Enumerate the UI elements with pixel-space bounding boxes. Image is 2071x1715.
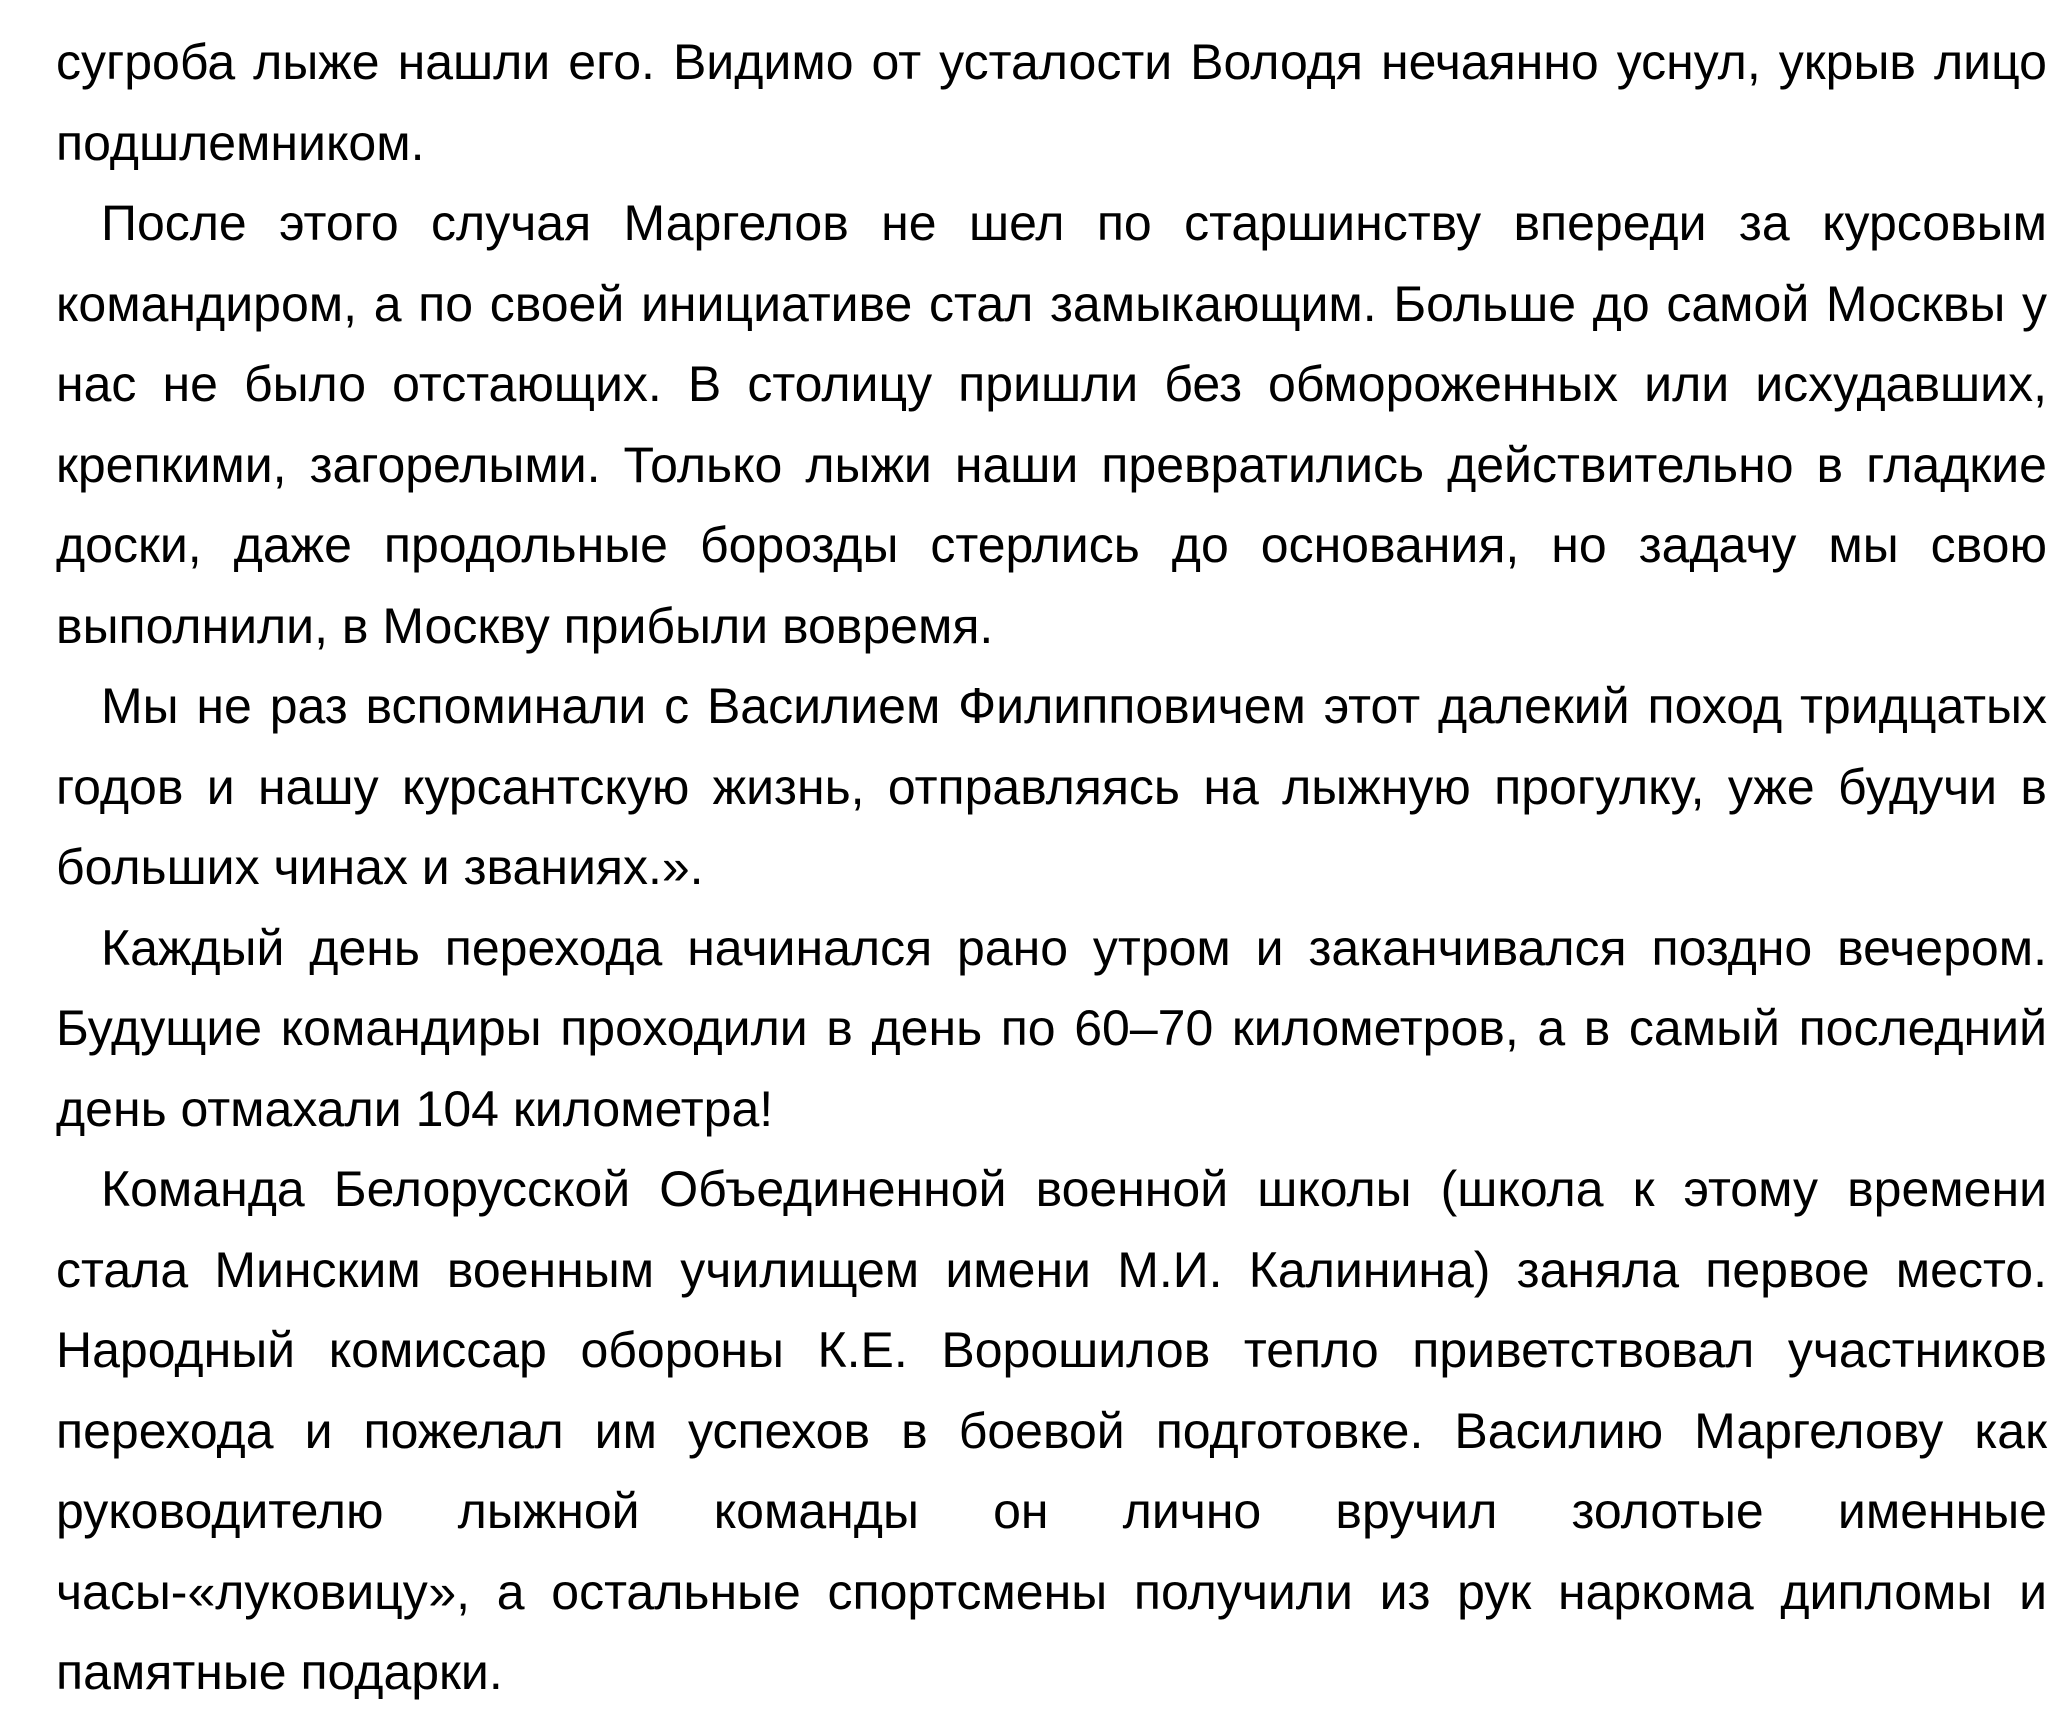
paragraph-team-award: Команда Белорусской Объединенной военной школы (школа к этому времени стала Минским военным училищем имени М.И. Калинина) заняла первое место. Народный комиссар обороны К.Е. Ворошилов тепло приветствовал участников перехода и пожелал им успехов в боевой подготовке. Василию Маргелову как руководителю лыжной команды он лично вручил золотые именные часы-«луковицу», а остальные спортсмены получили из рук наркома дипломы и памятные подарки.	[56, 1161, 2047, 1700]
paragraph-margelov-closing: После этого случая Маргелов не шел по старшинству впереди за курсовым командиром, а по своей инициативе стал замыкающим. Больше до самой Москвы у нас не было отстающих. В столицу пришли без обмороженных или исхудавших, крепкими, загорелыми. Только лыжи наши превратились действительно в гладкие доски, даже продольные борозды стерлись до основания, но задачу мы свою выполнили, в Москву прибыли вовремя.	[56, 195, 2047, 654]
paragraph-continuation: сугроба лыже нашли его. Видимо от усталости Володя нечаянно уснул, укрыв лицо подшлемником.	[56, 34, 2047, 171]
paragraph-daily-march: Каждый день перехода начинался рано утром и заканчивался поздно вечером. Будущие командиры проходили в день по 60–70 километров, а в самый последний день отмахали 104 километра!	[56, 919, 2047, 1137]
paragraph-memories: Мы не раз вспоминали с Василием Филипповичем этот далекий поход тридцатых годов и нашу курсантскую жизнь, отправляясь на лыжную прогулку, уже будучи в больших чинах и званиях.».	[56, 678, 2047, 895]
